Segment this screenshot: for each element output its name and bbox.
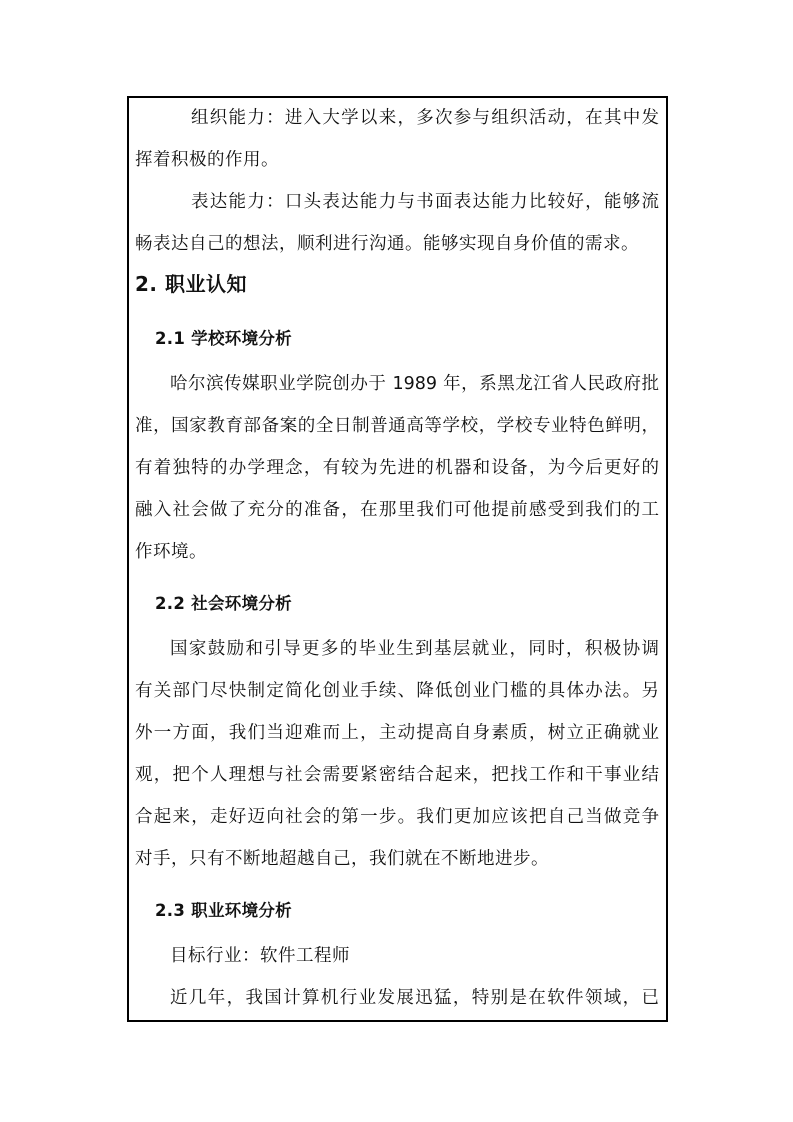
paragraph-society-line-6: 对手，只有不断地超越自己，我们就在不断地进步。 [135,849,549,869]
paragraph-expression-line-2: 畅表达自己的想法，顺利进行沟通。能够实现自身价值的需求。 [135,234,639,254]
paragraph-society-line-1: 国家鼓励和引导更多的毕业生到基层就业，同时，积极协调 [170,639,659,659]
paragraph-school-line-3: 有着独特的办学理念，有较为先进的机器和设备，为今后更好的 [135,458,659,478]
paragraph-society-line-5: 合起来，走好迈向社会的第一步。我们更加应该把自己当做竞争 [135,807,659,827]
section-heading-career-cognition: 2. 职业认知 [135,272,247,296]
paragraph-school-line-4: 融入社会做了充分的准备，在那里我们可他提前感受到我们的工 [135,500,659,520]
subheading-social-environment: 2.2 社会环境分析 [155,594,292,613]
paragraph-society-line-4: 观，把个人理想与社会需要紧密结合起来，把找工作和干事业结 [135,765,659,785]
paragraph-recent-years-line-1: 近几年，我国计算机行业发展迅猛，特别是在软件领域，已 [170,988,659,1008]
paragraph-school-line-5: 作环境。 [135,542,207,562]
paragraph-expression-line-1: 表达能力：口头表达能力与书面表达能力比较好，能够流 [191,192,659,212]
paragraph-target-industry: 目标行业：软件工程师 [170,946,350,966]
paragraph-society-line-3: 外一方面，我们当迎难而上，主动提高自身素质，树立正确就业 [135,723,659,743]
subheading-career-environment: 2.3 职业环境分析 [155,901,292,920]
paragraph-school-line-1: 哈尔滨传媒职业学院创办于 1989 年，系黑龙江省人民政府批 [170,374,659,394]
paragraph-organization-line-2: 挥着积极的作用。 [135,150,279,170]
paragraph-society-line-2: 有关部门尽快制定简化创业手续、降低创业门槛的具体办法。另 [135,681,659,701]
paragraph-organization-line-1: 组织能力：进入大学以来，多次参与组织活动，在其中发 [191,108,659,128]
paragraph-school-line-2: 准，国家教育部备案的全日制普通高等学校，学校专业特色鲜明， [135,416,659,436]
subheading-school-environment: 2.1 学校环境分析 [155,329,292,348]
